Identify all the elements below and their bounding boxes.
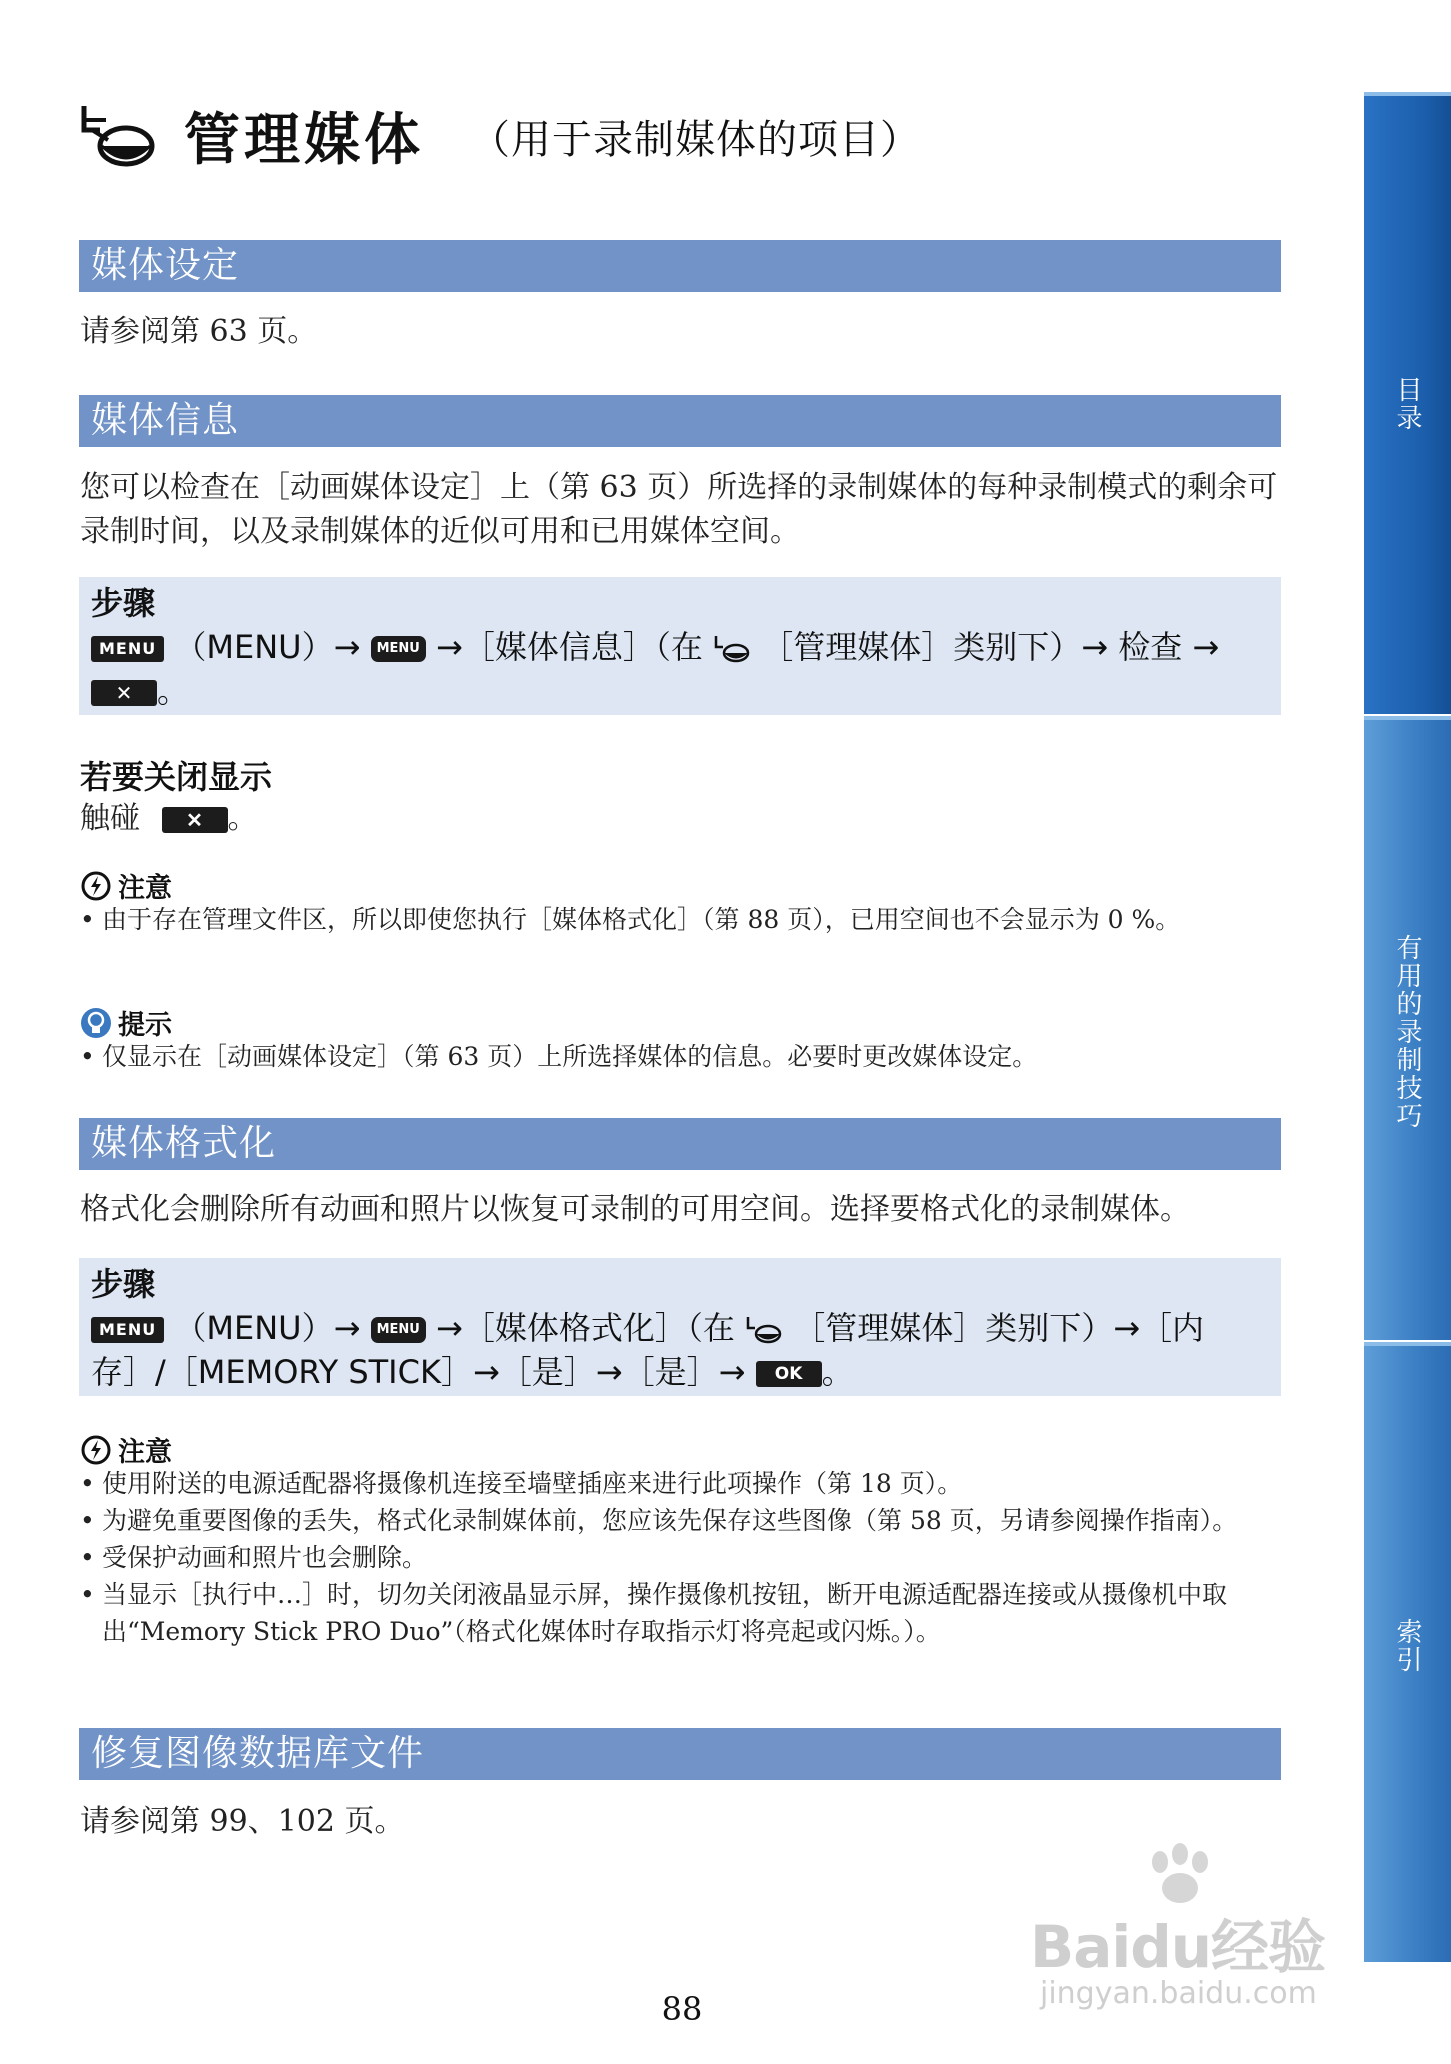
lightbulb-icon	[80, 1007, 112, 1039]
page-number: 88	[661, 1990, 703, 2028]
manage-media-icon	[713, 633, 751, 665]
step-label: 步骤	[91, 584, 156, 622]
media-info-tips	[80, 1038, 1290, 1075]
step-path-end	[91, 669, 1269, 713]
note-heading	[80, 866, 172, 905]
note-heading-text: 注意	[118, 1437, 172, 1468]
tab-contents[interactable]	[1364, 92, 1451, 714]
close-button[interactable]: ✕	[91, 680, 157, 706]
media-format-text: 格式化会删除所有动画和照片以恢复可录制的可用空间。选择要格式化的录制媒体。	[80, 1192, 1190, 1227]
caution-icon	[80, 1434, 112, 1466]
path-text-a: →［媒体格式化］（在	[436, 1309, 735, 1347]
caution-icon	[80, 870, 112, 902]
list-item: • 为避免重要图像的丢失，格式化录制媒体前，您应该先保存这些图像（第 58 页，另请参阅操作指南）。	[80, 1502, 1290, 1539]
repair-db-text: 请参阅第 99、102 页。	[80, 1804, 405, 1839]
watermark-main: Baidu经验	[1030, 1913, 1326, 1981]
section-heading-repair-db: 修复图像数据库文件	[79, 1728, 1281, 1780]
media-info-text: 您可以检查在［动画媒体设定］上（第 63 页）所选择的录制媒体的每种录制模式的剩余可录制时间，以及录制媒体的近似可用和已用媒体空间。	[80, 470, 1278, 549]
watermark	[1030, 1840, 1360, 2050]
tab-recording-tips[interactable]	[1364, 716, 1451, 1340]
step-label: 步骤	[91, 1265, 156, 1303]
close-button[interactable]: ✕	[162, 807, 228, 833]
manage-media-icon	[745, 1314, 783, 1346]
tab-index[interactable]	[1364, 1342, 1451, 1962]
page-title	[78, 96, 921, 176]
step-path	[91, 625, 1269, 669]
tip-heading	[80, 1003, 172, 1042]
tab-contents-label: 目录	[1392, 376, 1422, 432]
manage-media-icon	[78, 100, 158, 172]
menu-button[interactable]: MENU	[91, 1317, 164, 1343]
period: 。	[157, 672, 190, 710]
touch-text: 触碰	[80, 801, 140, 836]
list-item: • 当显示［执行中…］时，切勿关闭液晶显示屏，操作摄像机按钮，断开电源适配器连接或从摄像机中取出“Memory Stick PRO Duo”（格式化媒体时存取指示灯将亮起或闪烁。）。	[80, 1576, 1290, 1650]
path-text-b: ［管理媒体］类别下）→ 检查 →	[761, 628, 1220, 666]
page-subtitle: （用于录制媒体的项目）	[470, 116, 921, 163]
menu-nav-button[interactable]: MENU	[371, 636, 426, 662]
close-display-heading: 若要关闭显示	[80, 758, 273, 796]
path-text-a: →［媒体信息］（在	[436, 628, 703, 666]
step-path	[91, 1306, 1269, 1394]
menu-button[interactable]: MENU	[91, 636, 164, 662]
watermark-url: jingyan.baidu.com	[1040, 1976, 1317, 2011]
media-format-steps	[79, 1258, 1281, 1396]
menu-nav-button[interactable]: MENU	[371, 1317, 426, 1343]
menu-text: （MENU）→	[174, 1309, 361, 1347]
tab-index-label: 索引	[1392, 1618, 1422, 1674]
page-title-text: 管理媒体	[184, 108, 424, 173]
list-item: • 仅显示在［动画媒体设定］（第 63 页）上所选择媒体的信息。必要时更改媒体设定。	[80, 1038, 1290, 1075]
close-display-text	[80, 797, 1280, 841]
path-text-b: ［管理媒体］类别下）→［内存］/［MEMORY STICK］→［是］→［是］→	[91, 1309, 1205, 1391]
section-heading-media-settings: 媒体设定	[79, 240, 1281, 292]
period: 。	[227, 801, 258, 836]
media-info-notes	[80, 901, 1250, 938]
media-info-steps	[79, 577, 1281, 715]
menu-text: （MENU）→	[174, 628, 361, 666]
period: 。	[821, 1353, 854, 1391]
tip-heading-text: 提示	[118, 1010, 172, 1041]
list-item: • 受保护动画和照片也会删除。	[80, 1539, 1290, 1576]
section-heading-media-info: 媒体信息	[79, 395, 1281, 447]
tab-recording-tips-label: 有用的录制技巧	[1392, 934, 1422, 1130]
section-heading-media-format: 媒体格式化	[79, 1118, 1281, 1170]
list-item: • 使用附送的电源适配器将摄像机连接至墙壁插座来进行此项操作（第 18 页）。	[80, 1465, 1290, 1502]
media-format-notes	[80, 1465, 1290, 1650]
media-settings-text: 请参阅第 63 页。	[80, 314, 318, 349]
list-item: • 由于存在管理文件区，所以即使您执行［媒体格式化］（第 88 页），已用空间也不会显示为 0 %。	[80, 901, 1250, 938]
ok-button[interactable]: OK	[756, 1361, 822, 1387]
note-heading	[80, 1430, 172, 1469]
note-heading-text: 注意	[118, 873, 172, 904]
